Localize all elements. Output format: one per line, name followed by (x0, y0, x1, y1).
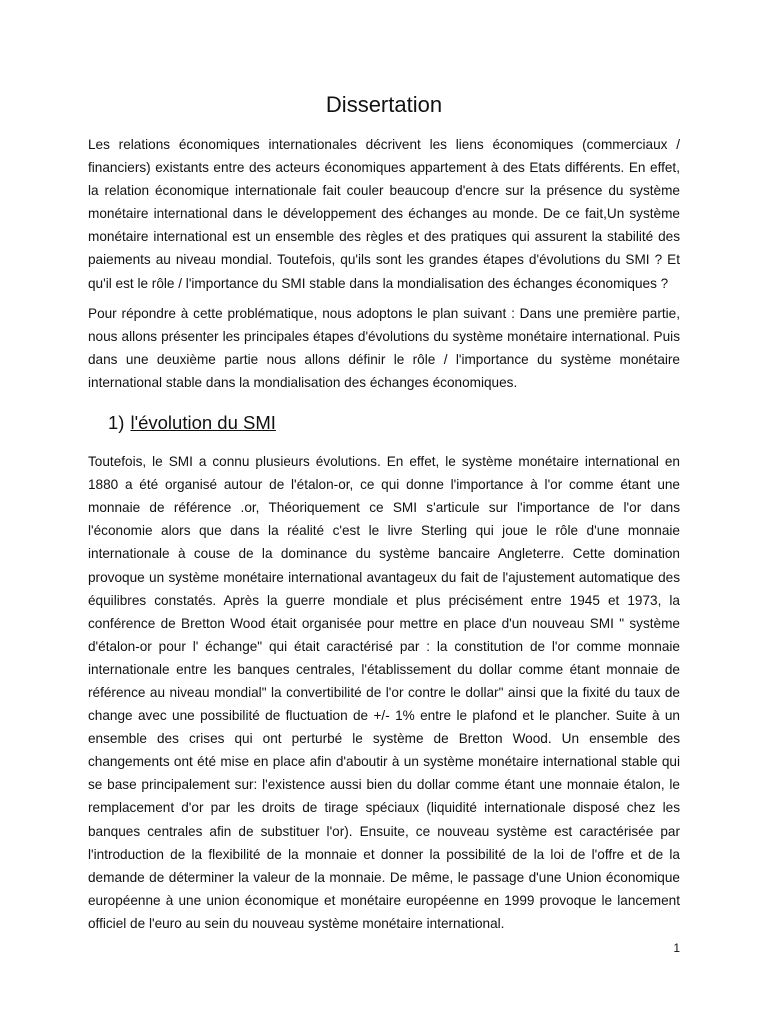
page-number: 1 (673, 941, 680, 955)
section-heading (108, 410, 680, 436)
document-title: Dissertation (325, 92, 443, 117)
document-body (88, 133, 680, 935)
section-body-paragraph: Toutefois, le SMI a connu plusieurs évolutions. En effet, le système monétaire international en 1880 a été organisé autour de l'étalon-or, ce qui donne l'importance à l'or comme étant une monnaie de référence .or, Théoriquement ce SMI s'articule sur l'importance de l'or dans l'économie alors que dans la réalité c'est le livre Sterling qui joue le rôle d'une monnaie internationale à couse de la dominance du système bancaire Angleterre. Cette domination provoque un système monétaire international avantageux du fait de l'ajustement automatique des équilibres constatés. Après la guerre mondiale et plus précisément entre 1945 et 1973, la conférence de Bretton Wood était organisée pour mettre en place d'un nouveau SMI " système d'étalon-or pour l' échange" qui était caractérisé par : la constitution de l'or comme monnaie internationale entre les banques centrales, l'établissement du dollar comme étant monnaie de référence au niveau mondial" la convertibilité de l'or contre le dollar" ainsi que la fixité du taux de change avec une possibilité de fluctuation de +/- 1% entre le plafond et le plancher. Suite à un ensemble des crises qui ont perturbé le système de Bretton Wood. Un ensemble des changements ont été mise en place afin d'aboutir à un système monétaire international stable qui se base principalement sur: l'existence aussi bien du dollar comme étant une monnaie étalon, le remplacement d'or par les droits de tirage spéciaux (liquidité internationale disposé chez les banques centrales afin de substituer l'or). Ensuite, ce nouveau système est caractérisée par l'introduction de la flexibilité de la monnaie et donner la possibilité de la loi de l'offre et de la demande de déterminer la valeur de la monnaie. De même, le passage d'une Union économique européenne à une union économique et monétaire européenne en 1999 provoque le lancement officiel de l'euro au sein du nouveau système monétaire international. (88, 454, 680, 931)
section-heading-text: l'évolution du SMI (130, 412, 276, 434)
plan-paragraph: Pour répondre à cette problématique, nous adoptons le plan suivant : Dans une première partie, nous allons présenter les principales étapes d'évolutions du système monétaire international. Puis dans une deuxième partie nous allons définir le rôle / l'importance du système monétaire international stable dans la mondialisation des échanges économiques. (88, 305, 680, 390)
intro-paragraph: Les relations économiques internationales décrivent les liens économiques (commerciaux / financiers) existants entre des acteurs économiques appartement à des Etats différents. En effet, la relation économique internationale fait couler beaucoup d'encre sur la présence du système monétaire international dans le développement des échanges au monde. De ce fait,Un système monétaire international est un ensemble des règles et des pratiques qui assurent la stabilité des paiements au niveau mondial. Toutefois, qu'ils sont les grandes étapes d'évolutions du SMI ? Et qu'il est le rôle / l'importance du SMI stable dans la mondialisation des échanges économiques ? (88, 137, 680, 291)
section-number: 1) (108, 412, 125, 434)
